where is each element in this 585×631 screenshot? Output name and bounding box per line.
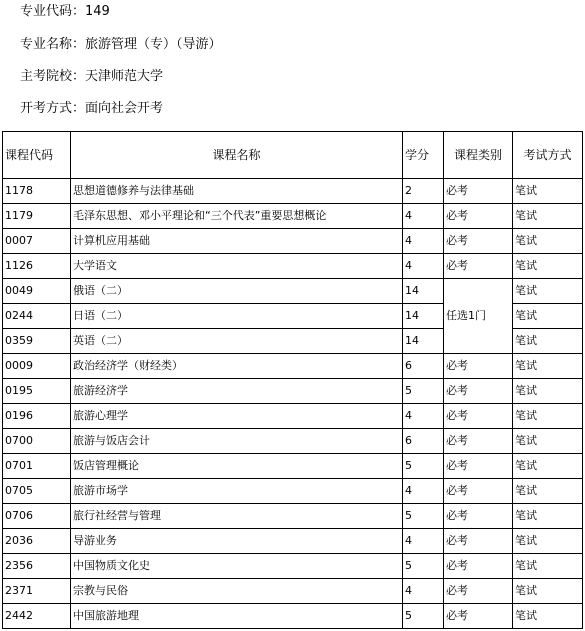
cell-credit: 6 — [403, 354, 444, 379]
cell-course-name: 毛泽东思想、邓小平理论和“三个代表”重要思想概论 — [71, 204, 403, 229]
info-value: 149 — [85, 4, 110, 19]
info-label: 开考方式： — [20, 101, 86, 116]
cell-course-code: 0196 — [3, 404, 71, 429]
cell-exam-type: 笔试 — [513, 479, 583, 504]
cell-course-code: 0195 — [3, 379, 71, 404]
cell-credit: 4 — [403, 579, 444, 604]
cell-category: 任选1门 — [444, 279, 513, 354]
table-row — [3, 429, 583, 454]
cell-course-code: 2036 — [3, 529, 71, 554]
cell-exam-type: 笔试 — [513, 179, 583, 204]
cell-credit: 6 — [403, 429, 444, 454]
table-row — [3, 554, 583, 579]
table-row — [3, 529, 583, 554]
cell-category: 必考 — [444, 354, 513, 379]
cell-category: 必考 — [444, 604, 513, 629]
cell-course-name: 旅游心理学 — [71, 404, 403, 429]
cell-exam-type: 笔试 — [513, 304, 583, 329]
cell-exam-type: 笔试 — [513, 354, 583, 379]
table-header-row — [3, 132, 583, 179]
cell-course-name: 旅游与饭店会计 — [71, 429, 403, 454]
cell-category: 必考 — [444, 204, 513, 229]
cell-credit: 5 — [403, 454, 444, 479]
cell-credit: 4 — [403, 404, 444, 429]
cell-credit: 4 — [403, 229, 444, 254]
table-row — [3, 204, 583, 229]
cell-category: 必考 — [444, 479, 513, 504]
header-exam-type: 考试方式 — [513, 132, 583, 179]
cell-course-code: 1126 — [3, 254, 71, 279]
table-row — [3, 179, 583, 204]
table-row — [3, 579, 583, 604]
cell-course-name: 饭店管理概论 — [71, 454, 403, 479]
cell-credit: 4 — [403, 479, 444, 504]
cell-course-name: 中国旅游地理 — [71, 604, 403, 629]
table-row — [3, 454, 583, 479]
cell-category: 必考 — [444, 404, 513, 429]
info-line-exam-mode — [20, 101, 163, 117]
cell-course-code: 0049 — [3, 279, 71, 304]
cell-course-code: 0009 — [3, 354, 71, 379]
info-value: 天津师范大学 — [85, 69, 164, 84]
cell-exam-type: 笔试 — [513, 254, 583, 279]
cell-course-code: 2371 — [3, 579, 71, 604]
cell-course-name: 旅游经济学 — [71, 379, 403, 404]
cell-credit: 4 — [403, 254, 444, 279]
cell-exam-type: 笔试 — [513, 504, 583, 529]
info-label: 专业名称： — [20, 37, 86, 52]
cell-course-name: 思想道德修养与法律基础 — [71, 179, 403, 204]
cell-credit: 4 — [403, 204, 444, 229]
cell-exam-type: 笔试 — [513, 229, 583, 254]
header-course-code: 课程代码 — [3, 132, 71, 179]
cell-exam-type: 笔试 — [513, 429, 583, 454]
cell-course-name: 宗教与民俗 — [71, 579, 403, 604]
cell-course-name: 中国物质文化史 — [71, 554, 403, 579]
cell-exam-type: 笔试 — [513, 204, 583, 229]
cell-credit: 14 — [403, 329, 444, 354]
header-category: 课程类别 — [444, 132, 513, 179]
cell-category: 必考 — [444, 429, 513, 454]
cell-course-name: 计算机应用基础 — [71, 229, 403, 254]
cell-course-code: 0706 — [3, 504, 71, 529]
cell-exam-type: 笔试 — [513, 454, 583, 479]
cell-exam-type: 笔试 — [513, 379, 583, 404]
cell-course-code: 0701 — [3, 454, 71, 479]
table-row — [3, 254, 583, 279]
info-value: 面向社会开考 — [85, 101, 164, 116]
cell-course-name: 政治经济学（财经类） — [71, 354, 403, 379]
table-row — [3, 504, 583, 529]
cell-course-code: 0700 — [3, 429, 71, 454]
cell-credit: 2 — [403, 179, 444, 204]
table-row — [3, 479, 583, 504]
table-row — [3, 604, 583, 629]
cell-category: 必考 — [444, 554, 513, 579]
cell-course-code: 0007 — [3, 229, 71, 254]
cell-course-name: 旅游市场学 — [71, 479, 403, 504]
table-row — [3, 404, 583, 429]
header-course-name: 课程名称 — [71, 132, 403, 179]
info-line-host-school — [20, 69, 163, 85]
cell-course-name: 日语（二） — [71, 304, 403, 329]
cell-category: 必考 — [444, 579, 513, 604]
info-label: 专业代码： — [20, 4, 86, 19]
cell-exam-type: 笔试 — [513, 329, 583, 354]
info-line-major-name — [20, 37, 222, 53]
cell-credit: 14 — [403, 279, 444, 304]
table-row — [3, 229, 583, 254]
cell-exam-type: 笔试 — [513, 579, 583, 604]
table-row — [3, 354, 583, 379]
cell-course-code: 2356 — [3, 554, 71, 579]
cell-category: 必考 — [444, 529, 513, 554]
cell-course-name: 导游业务 — [71, 529, 403, 554]
cell-course-code: 2442 — [3, 604, 71, 629]
course-table — [2, 131, 583, 629]
cell-category: 必考 — [444, 379, 513, 404]
cell-exam-type: 笔试 — [513, 529, 583, 554]
cell-category: 必考 — [444, 254, 513, 279]
cell-credit: 4 — [403, 529, 444, 554]
cell-course-name: 俄语（二） — [71, 279, 403, 304]
cell-exam-type: 笔试 — [513, 554, 583, 579]
info-value: 旅游管理（专）（导游） — [85, 37, 222, 52]
header-credit: 学分 — [403, 132, 444, 179]
cell-exam-type: 笔试 — [513, 404, 583, 429]
cell-category: 必考 — [444, 229, 513, 254]
info-label: 主考院校： — [20, 69, 86, 84]
cell-exam-type: 笔试 — [513, 604, 583, 629]
cell-credit: 14 — [403, 304, 444, 329]
cell-category: 必考 — [444, 179, 513, 204]
cell-course-code: 1178 — [3, 179, 71, 204]
cell-course-code: 0705 — [3, 479, 71, 504]
cell-exam-type: 笔试 — [513, 279, 583, 304]
cell-course-code: 0244 — [3, 304, 71, 329]
cell-course-code: 0359 — [3, 329, 71, 354]
cell-credit: 5 — [403, 379, 444, 404]
cell-credit: 5 — [403, 554, 444, 579]
table-row — [3, 279, 583, 304]
cell-credit: 5 — [403, 504, 444, 529]
cell-category: 必考 — [444, 504, 513, 529]
cell-course-name: 大学语文 — [71, 254, 403, 279]
cell-credit: 5 — [403, 604, 444, 629]
info-line-major-code — [20, 4, 110, 20]
table-row — [3, 379, 583, 404]
cell-category: 必考 — [444, 454, 513, 479]
cell-course-code: 1179 — [3, 204, 71, 229]
cell-course-name: 旅行社经营与管理 — [71, 504, 403, 529]
cell-course-name: 英语（二） — [71, 329, 403, 354]
